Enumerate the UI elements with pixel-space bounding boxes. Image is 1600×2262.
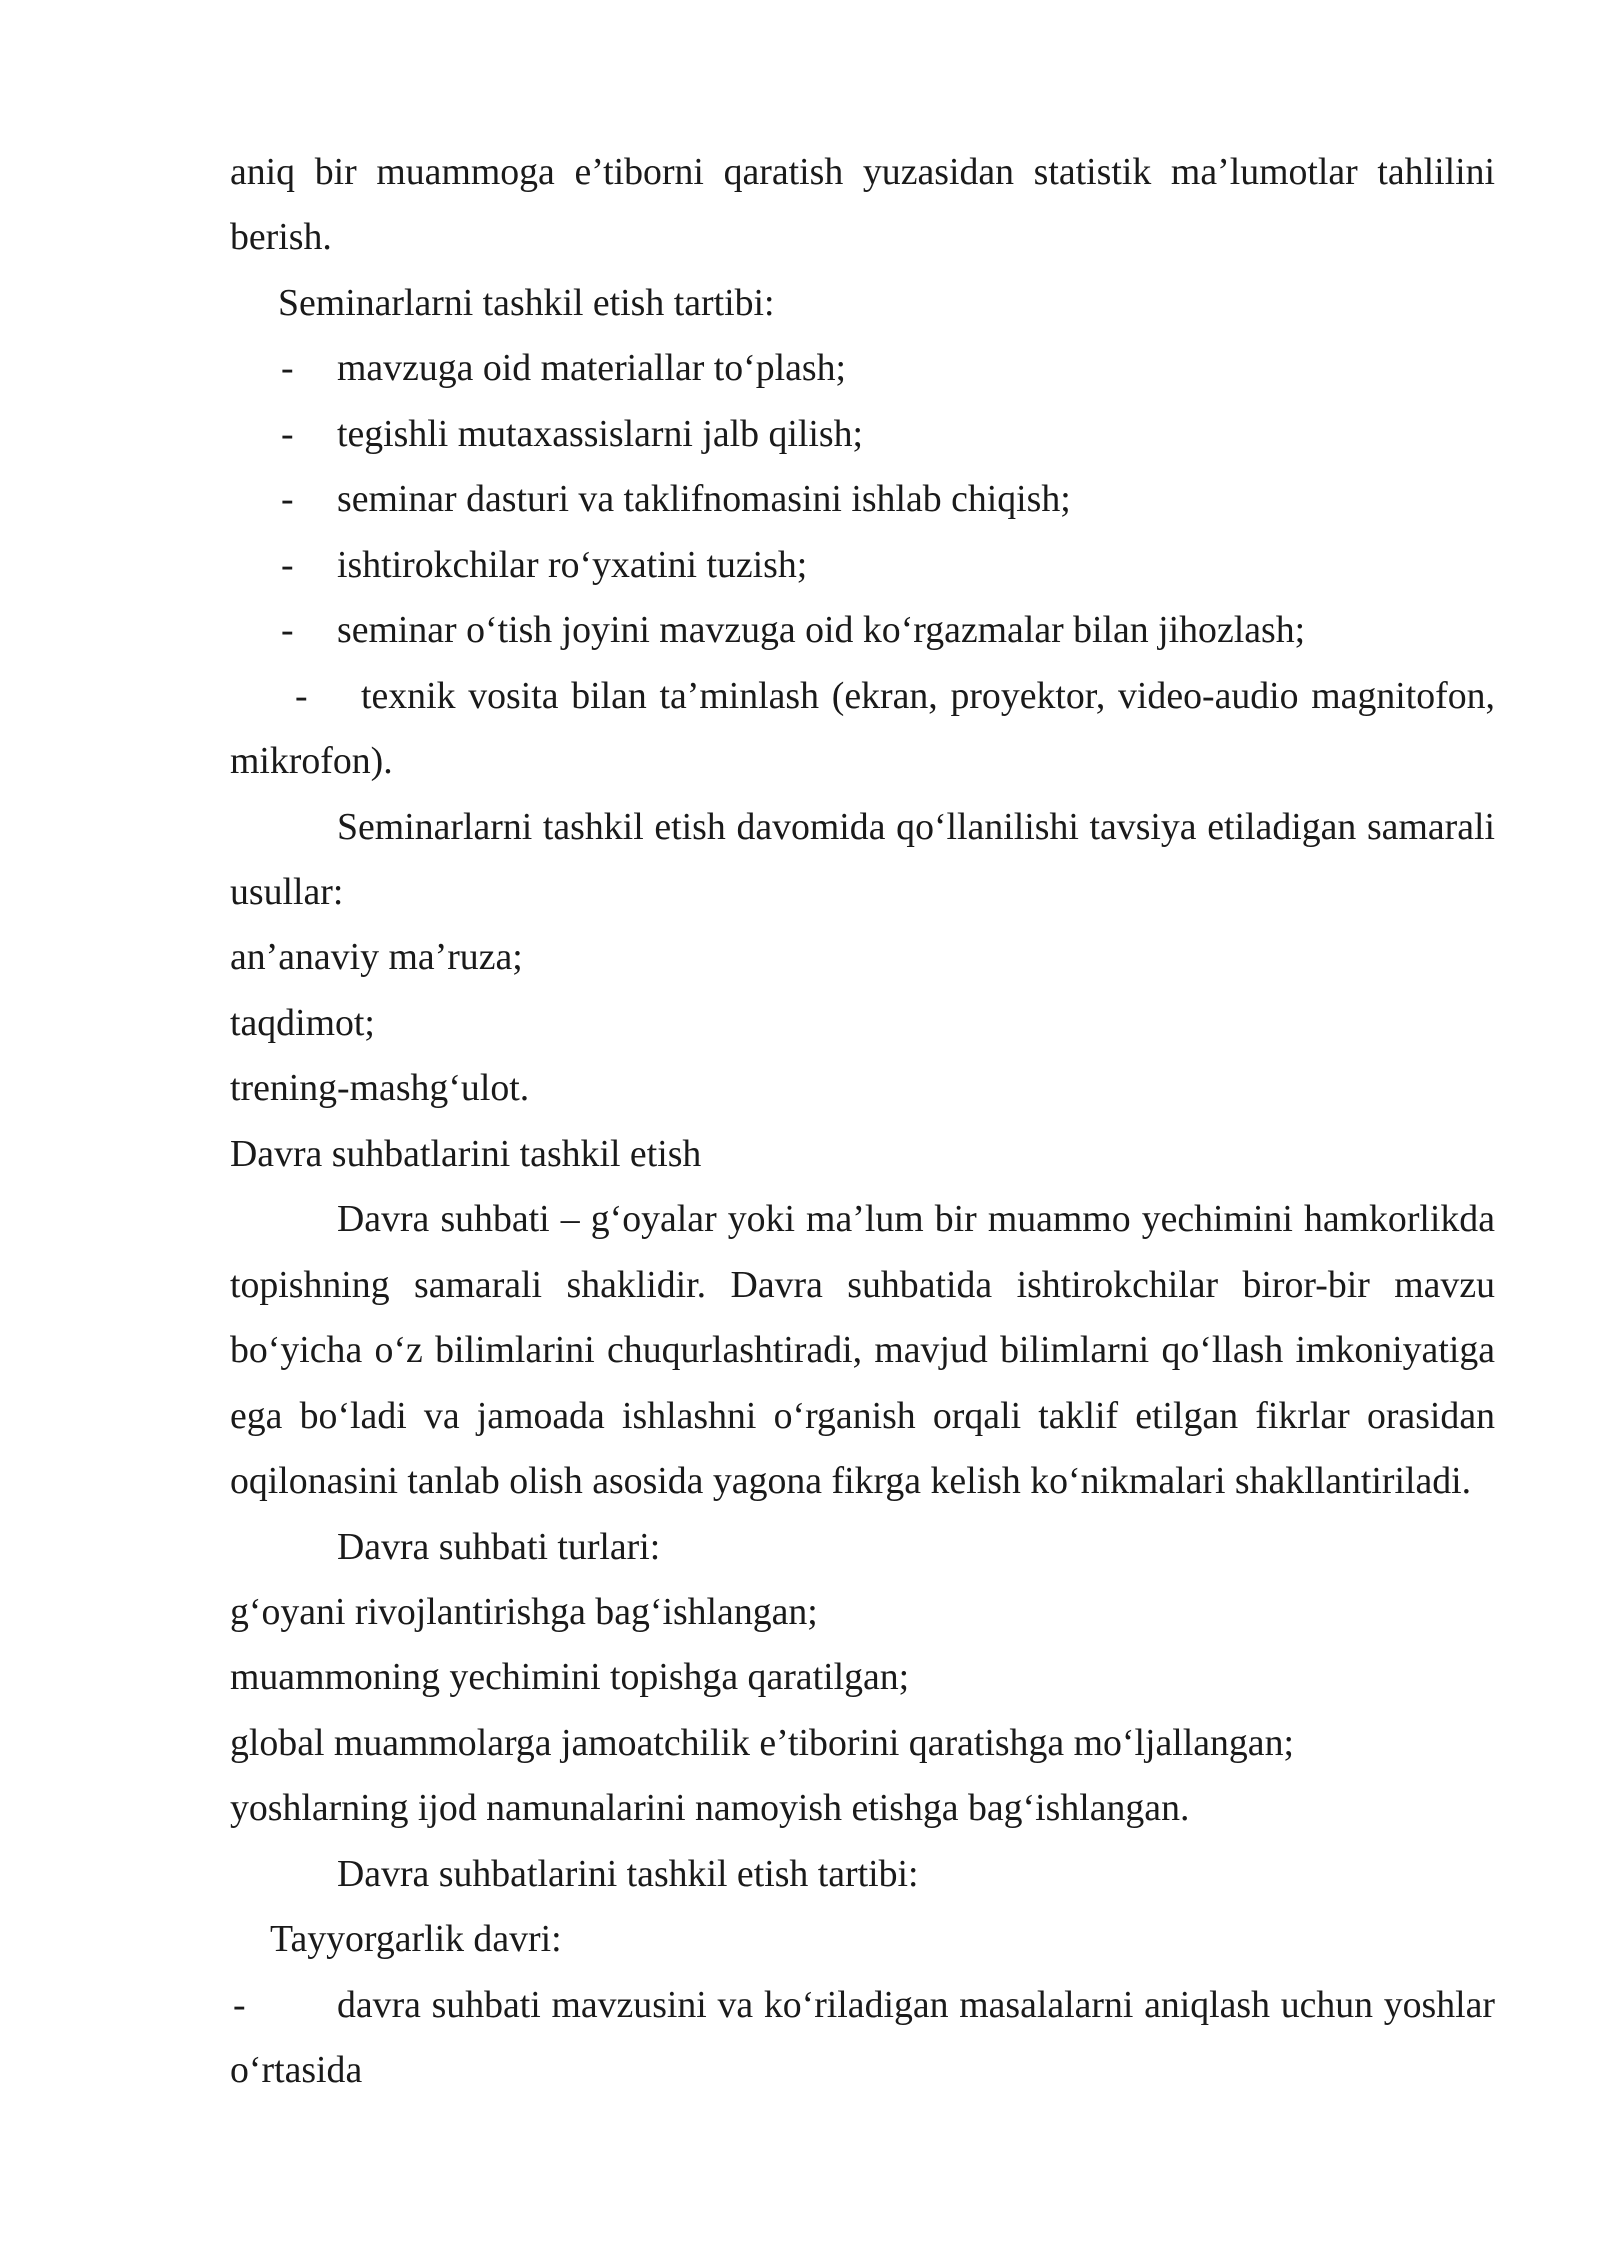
subheading: Davra suhbatlarini tashkil etish tartibi: bbox=[337, 1852, 919, 1895]
list-item bbox=[230, 402, 1495, 467]
type-item: muammoning yechimini topishga qaratilgan; bbox=[230, 1656, 910, 1699]
paragraph-line: Davra suhbati – g‘oyalar yoki ma’lum bir muammo yechimini hamkorlikda bbox=[337, 1198, 1495, 1241]
list-item-text: davra suhbati mavzusini va ko‘riladigan masalalarni aniqlash uchun yoshlar bbox=[337, 1983, 1495, 2026]
method-item: an’anaviy ma’ruza; bbox=[230, 936, 523, 979]
subheading: Tayyorgarlik davri: bbox=[270, 1918, 562, 1961]
section-heading: Seminarlarni tashkil etish tartibi: bbox=[278, 281, 775, 324]
list-item-text: tegishli mutaxassislarni jalb qilish; bbox=[337, 412, 863, 455]
list-item-text: seminar dasturi va taklifnomasini ishlab chiqish; bbox=[337, 478, 1071, 521]
paragraph-line: ega bo‘ladi va jamoada ishlashni o‘rganish orqali taklif etilgan fikrlar orasidan bbox=[230, 1394, 1495, 1437]
list-marker: - bbox=[281, 609, 294, 652]
list-item bbox=[230, 664, 1495, 729]
subheading: Davra suhbati turlari: bbox=[337, 1525, 661, 1568]
list-marker: - bbox=[281, 412, 294, 455]
list-marker: - bbox=[281, 543, 294, 586]
list-item-text: mavzuga oid materiallar to‘plash; bbox=[337, 347, 847, 390]
list-marker: - bbox=[233, 1983, 246, 2026]
paragraph-line: aniq bir muammoga e’tiborni qaratish yuzasidan statistik ma’lumotlar tahlilini bbox=[230, 151, 1495, 193]
method-item: trening-mashg‘ulot. bbox=[230, 1067, 530, 1110]
type-item: yoshlarning ijod namunalarini namoyish etishga bag‘ishlangan. bbox=[230, 1787, 1190, 1830]
list-marker: - bbox=[281, 347, 294, 390]
list-item bbox=[230, 533, 1495, 598]
paragraph-line: Seminarlarni tashkil etish davomida qo‘llanilishi tavsiya etiladigan samarali bbox=[337, 805, 1495, 848]
list-marker: - bbox=[295, 674, 308, 717]
list-item bbox=[230, 598, 1495, 663]
type-item: global muammolarga jamoatchilik e’tiborini qaratishga mo‘ljallangan; bbox=[230, 1721, 1294, 1764]
list-item-continuation: mikrofon). bbox=[230, 740, 393, 783]
paragraph-line: topishning samarali shaklidir. Davra suhbatida ishtirokchilar biror-bir mavzu bbox=[230, 1263, 1495, 1306]
section-heading: Davra suhbatlarini tashkil etish bbox=[230, 1132, 702, 1175]
paragraph-line: usullar: bbox=[230, 870, 344, 913]
paragraph-line: bo‘yicha o‘z bilimlarini chuqurlashtiradi, mavjud bilimlarni qo‘llash imkoniyatiga bbox=[230, 1329, 1495, 1372]
list-item-continuation: o‘rtasida bbox=[230, 2049, 363, 2092]
type-item: g‘oyani rivojlantirishga bag‘ishlangan; bbox=[230, 1590, 818, 1633]
list-item-text: texnik vosita bilan ta’minlash (ekran, proyektor, video-audio magnitofon, bbox=[361, 674, 1495, 717]
list-item bbox=[230, 467, 1495, 532]
list-item bbox=[230, 336, 1495, 401]
paragraph-line: oqilonasini tanlab olish asosida yagona fikrga kelish ko‘nikmalari shakllantiriladi. bbox=[230, 1460, 1472, 1503]
list-item bbox=[230, 1973, 1495, 2038]
method-item: taqdimot; bbox=[230, 1001, 375, 1044]
list-item-text: ishtirokchilar ro‘yxatini tuzish; bbox=[337, 543, 808, 586]
list-marker: - bbox=[281, 478, 294, 521]
list-item-text: seminar o‘tish joyini mavzuga oid ko‘rgazmalar bilan jihozlash; bbox=[337, 609, 1306, 652]
paragraph-line: berish. bbox=[230, 216, 332, 259]
page-content bbox=[230, 140, 1495, 2104]
